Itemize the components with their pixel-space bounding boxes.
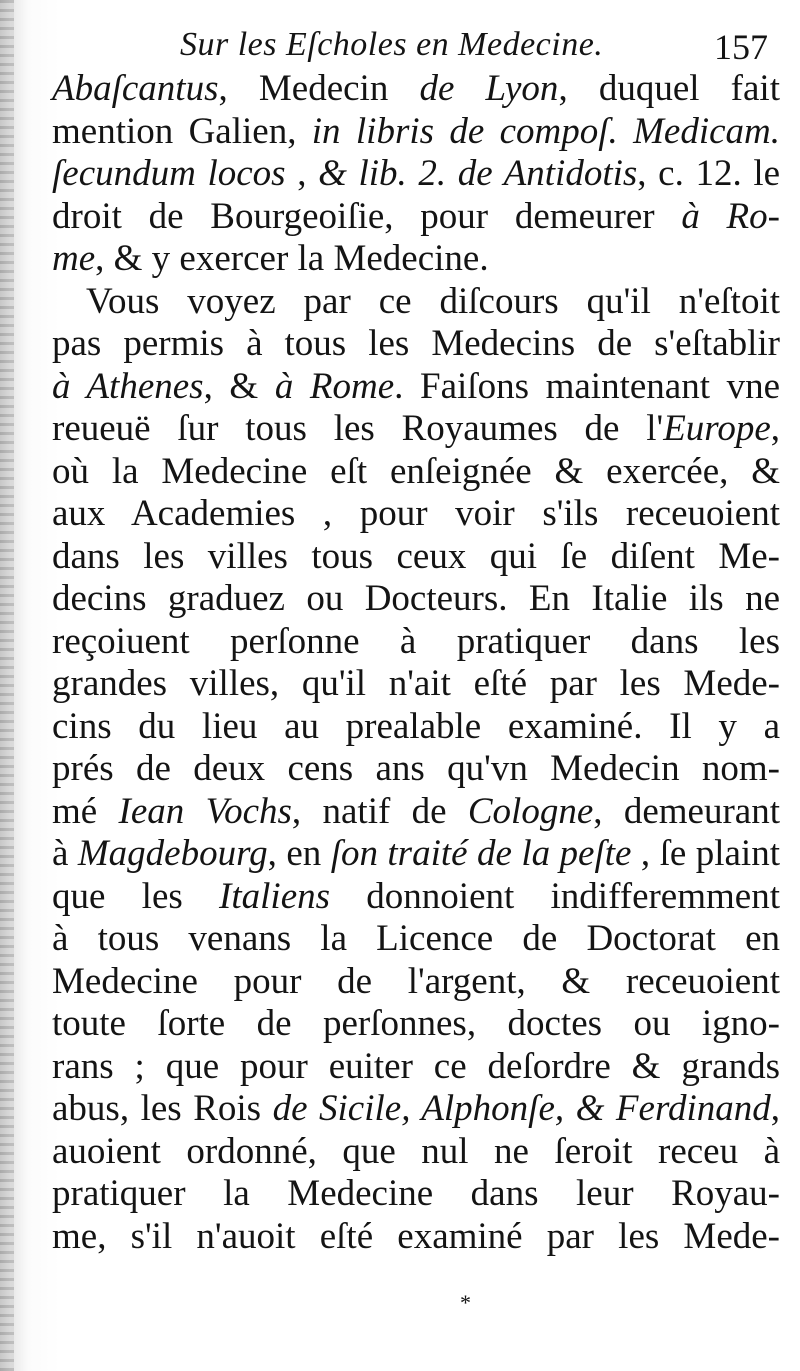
text-run: rans ; que pour euiter ce deſordre & grands: [52, 1045, 780, 1087]
italic-text: in libris de compoſ. Medicam.: [311, 110, 780, 152]
italic-text: Iean Vochs: [118, 790, 292, 832]
text-run: , & y exercer la Medecine.: [95, 238, 489, 279]
text-line: [52, 153, 780, 196]
text-run: . Faiſons maintenant vne: [394, 365, 780, 407]
body-text: [52, 68, 780, 1258]
signature-mark: *: [460, 1290, 471, 1315]
italic-text: à Ro-: [681, 195, 780, 237]
page-gutter-shadow: [0, 0, 14, 1371]
text-run: que les: [52, 875, 220, 917]
text-line: [52, 578, 780, 621]
text-line: [52, 1046, 780, 1089]
text-run: , &: [203, 365, 275, 407]
text-run: Medecine pour de l'argent, & receuoient: [52, 960, 780, 1002]
text-run: aux Academies , pour voir s'ils receuoient: [52, 493, 780, 534]
text-run: pas permis à tous les Medecins de s'eſtablir: [52, 323, 780, 364]
text-run: abus, les Rois: [52, 1088, 273, 1129]
text-run: , demeurant: [593, 790, 780, 832]
text-run: , c. 12. le: [637, 153, 781, 194]
text-line: [52, 1003, 780, 1046]
italic-text: de Sicile, Alphonſe, & Ferdinand: [272, 1088, 771, 1129]
text-line: [52, 706, 780, 749]
text-line: [52, 1131, 780, 1174]
text-run: auoient ordonné, que nul ne ſeroit receu à: [52, 1130, 780, 1172]
text-line: [52, 621, 780, 664]
text-line: [52, 196, 780, 239]
text-run: Vous voyez par ce diſcours qu'il n'eſtoit: [86, 280, 780, 322]
text-line: [52, 323, 780, 366]
italic-text: Magdebourg: [77, 833, 268, 874]
italic-text: de Lyon: [419, 68, 559, 109]
text-run: ,: [285, 153, 319, 194]
text-line: [52, 833, 780, 876]
text-line: [52, 1173, 780, 1216]
text-run: à: [52, 833, 78, 874]
text-run: decins graduez ou Docteurs. En Italie ils ne: [52, 578, 780, 619]
page-number: 157: [714, 27, 768, 67]
text-run: dans les villes tous ceux qui ſe diſent Me-: [52, 535, 780, 577]
italic-text: à Rome: [274, 365, 395, 407]
text-run: grandes villes, qu'il n'ait eſté par les Mede-: [52, 663, 780, 704]
text-run: donnoient indifferemment: [330, 875, 780, 917]
text-run: , en: [267, 833, 331, 874]
italic-text: ſecundum locos: [52, 153, 286, 194]
text-line: [52, 238, 780, 281]
text-line: [52, 281, 780, 324]
text-line: [52, 111, 780, 154]
italic-text: Cologne: [467, 790, 594, 832]
italic-text: à Athenes: [52, 365, 204, 407]
italic-text: Europe: [663, 408, 771, 449]
text-run: où la Medecine eſt enſeignée & exercée, &: [52, 450, 780, 492]
text-run: pratiquer la Medecine dans leur Royau-: [52, 1173, 780, 1214]
text-line: [52, 918, 780, 961]
text-line: [52, 1088, 780, 1131]
text-line: [52, 748, 780, 791]
text-line: [52, 366, 780, 409]
italic-text: me: [52, 238, 96, 279]
text-line: [52, 536, 780, 579]
text-run: cins du lieu au prealable examiné. Il y a: [52, 705, 780, 747]
text-line: [52, 791, 780, 834]
text-run: reueuë ſur tous les Royaumes de l': [52, 408, 664, 449]
text-run: , duquel fait: [558, 68, 780, 109]
text-run: à tous venans la Licence de Doctorat en: [52, 918, 780, 959]
italic-text: ſon traité de la peſte: [330, 833, 632, 874]
text-run: reçoiuent perſonne à pratiquer dans les: [52, 620, 780, 662]
text-line: [52, 876, 780, 919]
text-run: ,: [770, 408, 780, 449]
text-run: me, s'il n'auoit eſté examiné par les Mede-: [52, 1215, 780, 1257]
text-run: , ſe plaint: [631, 833, 780, 874]
text-line: [52, 493, 780, 536]
text-line: [52, 68, 780, 111]
text-line: [52, 961, 780, 1004]
text-run: prés de deux cens ans qu'vn Medecin nom-: [52, 748, 780, 789]
text-run: droit de Bourgeoiſie, pour demeurer: [52, 195, 682, 237]
page-header: [180, 22, 770, 66]
text-line: [52, 408, 780, 451]
text-run: , Medecin: [218, 68, 420, 109]
running-head: Sur les Eſcholes en Medecine.: [180, 26, 604, 63]
italic-text: Abaſcantus: [52, 68, 219, 109]
text-run: ,: [770, 1088, 781, 1129]
text-run: mention Galien,: [52, 110, 312, 152]
text-run: mé: [52, 790, 119, 832]
text-line: [52, 1216, 780, 1259]
text-run: , natif de: [291, 790, 468, 832]
italic-text: & lib. 2. de Antidotis: [318, 153, 638, 194]
text-line: [52, 451, 780, 494]
text-line: [52, 663, 780, 706]
italic-text: Italiens: [219, 875, 331, 917]
text-run: toute ſorte de perſonnes, doctes ou igno-: [52, 1003, 780, 1044]
